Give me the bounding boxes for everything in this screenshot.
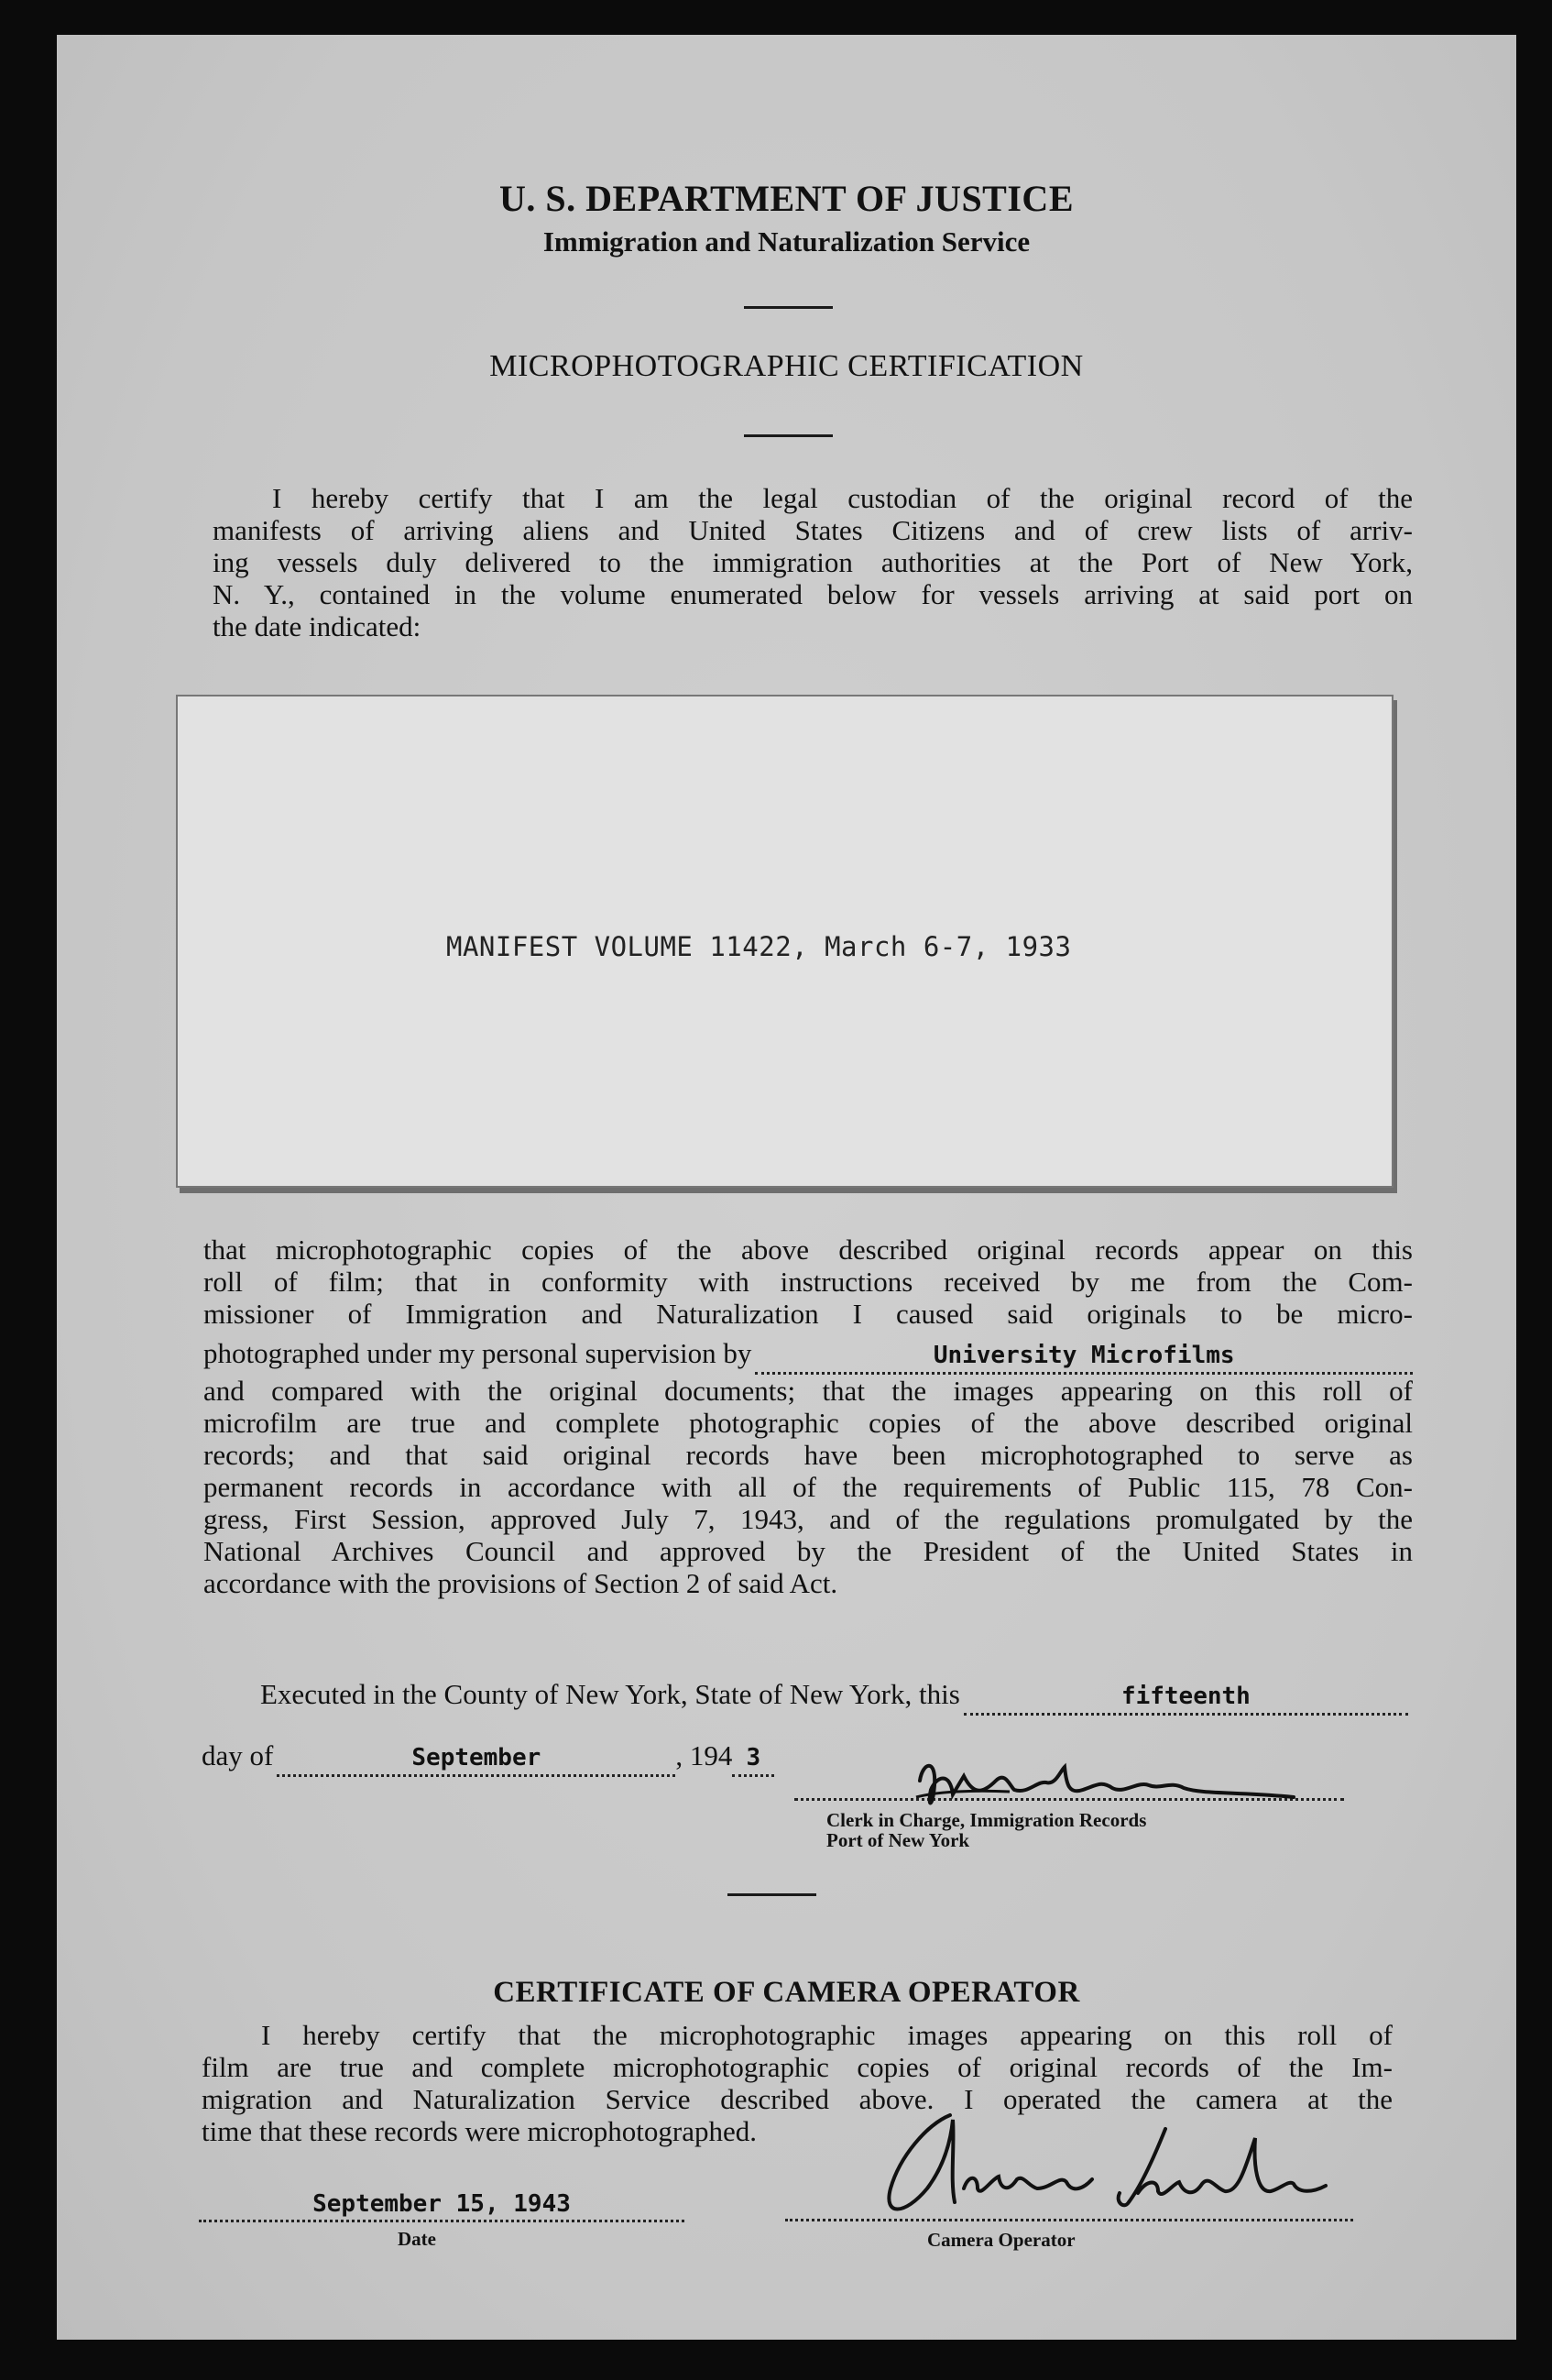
body-line: and compared with the original documents; that the images appearing on this roll of bbox=[203, 1375, 1413, 1407]
supervision-field bbox=[755, 1337, 1413, 1375]
intro-line: I hereby certify that I am the legal custodian of the original record of the bbox=[272, 482, 1413, 514]
department-heading: U. S. DEPARTMENT OF JUSTICE bbox=[499, 178, 1074, 219]
camera-line: migration and Naturalization Service described above. I operated the camera at the bbox=[202, 2083, 1393, 2115]
supervision-line bbox=[203, 1337, 1413, 1375]
manifest-volume-text: MANIFEST VOLUME 11422, March 6-7, 1933 bbox=[446, 931, 1072, 962]
month-field bbox=[277, 1739, 675, 1777]
camera-certificate-title: CERTIFICATE OF CAMERA OPERATOR bbox=[493, 1976, 1080, 2009]
service-subheading: Immigration and Naturalization Service bbox=[542, 225, 1031, 258]
camera-line: film are true and complete microphotographic copies of original records of the Im- bbox=[202, 2051, 1393, 2083]
supervision-prefix: photographed under my personal supervision by bbox=[203, 1337, 752, 1369]
clerk-title-line1: Clerk in Charge, Immigration Records bbox=[826, 1809, 1147, 1831]
body-line: National Archives Council and approved by the President of the United States in bbox=[203, 1535, 1413, 1567]
body-line: records; and that said original records have been microphotographed to serve as bbox=[203, 1439, 1413, 1471]
date-value: September 15, 1943 bbox=[312, 2190, 571, 2218]
year-prefix: , 194 bbox=[675, 1739, 733, 1771]
body-line: microfilm are true and complete photographic copies of the above described original bbox=[203, 1407, 1413, 1439]
intro-paragraph bbox=[213, 482, 1413, 642]
execution-prefix: Executed in the County of New York, State of New York, this bbox=[260, 1678, 960, 1710]
body-line: that microphotographic copies of the above described original records appear on this bbox=[203, 1234, 1413, 1266]
manifest-volume-slip bbox=[176, 695, 1394, 1188]
body-line: accordance with the provisions of Section 2 of said Act. bbox=[203, 1567, 838, 1599]
year-value: 3 bbox=[746, 1744, 761, 1771]
divider bbox=[744, 306, 833, 309]
intro-line: ing vessels duly delivered to the immigration authorities at the Port of New York, bbox=[213, 546, 1413, 578]
day-of-label: day of bbox=[202, 1739, 274, 1771]
date-label: Date bbox=[398, 2228, 436, 2250]
divider bbox=[727, 1893, 816, 1896]
date-field bbox=[199, 2183, 684, 2222]
body-paragraph bbox=[203, 1234, 1413, 1599]
body-line: roll of film; that in conformity with instructions received by me from the Com- bbox=[203, 1266, 1413, 1298]
execution-day-value: fifteenth bbox=[1120, 1683, 1251, 1710]
intro-line: manifests of arriving aliens and United States Citizens and of crew lists of arriv- bbox=[213, 514, 1413, 546]
execution-day-field bbox=[964, 1678, 1408, 1716]
year-field bbox=[732, 1739, 774, 1777]
execution-line bbox=[260, 1678, 1408, 1716]
camera-line: time that these records were microphotographed. bbox=[202, 2115, 757, 2147]
month-value: September bbox=[411, 1744, 541, 1771]
supervision-value: University Microfilms bbox=[933, 1342, 1235, 1369]
divider bbox=[744, 434, 833, 437]
body-line: missioner of Immigration and Naturalization I caused said originals to be micro- bbox=[203, 1298, 1413, 1330]
camera-operator-signature bbox=[863, 2101, 1339, 2234]
intro-line: the date indicated: bbox=[213, 610, 421, 642]
body-line: gress, First Session, approved July 7, 1943, and of the regulations promulgated by the bbox=[203, 1503, 1413, 1535]
certificate-sheet bbox=[57, 35, 1516, 2340]
camera-line: I hereby certify that the microphotographic images appearing on this roll of bbox=[261, 2019, 1393, 2051]
intro-line: N. Y., contained in the volume enumerated below for vessels arriving at said port on bbox=[213, 578, 1413, 610]
camera-operator-label: Camera Operator bbox=[927, 2229, 1076, 2251]
certification-title: MICROPHOTOGRAPHIC CERTIFICATION bbox=[489, 349, 1084, 383]
body-line: permanent records in accordance with all of the requirements of Public 115, 78 Con- bbox=[203, 1471, 1413, 1503]
execution-date-line bbox=[202, 1739, 880, 1777]
clerk-title-line2: Port of New York bbox=[826, 1829, 970, 1851]
